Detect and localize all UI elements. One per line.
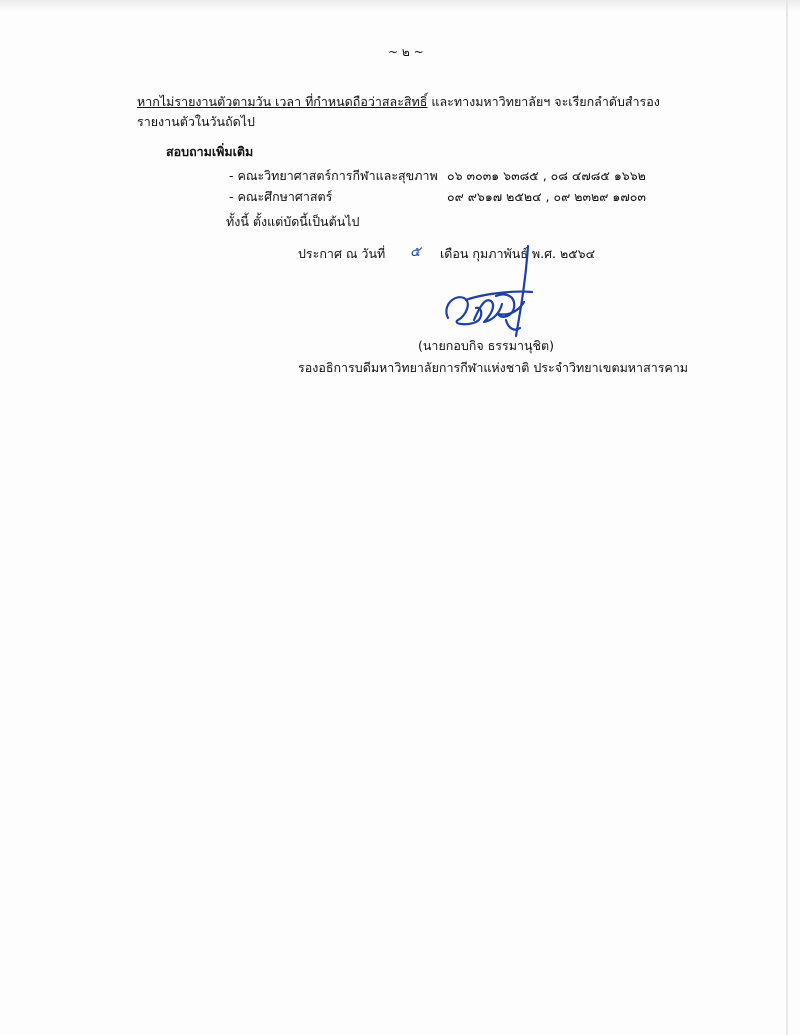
notice-line-1 [137, 94, 660, 110]
scan-shadow-top [0, 0, 800, 12]
signer-name: (นายกอบกิจ ธรรมานุชิต) [418, 338, 554, 353]
notice-underlined-text: หากไม่รายงานตัวตามวัน เวลา ที่กำหนดถือว่าสละสิทธิ์ [137, 94, 428, 109]
announcement-day-handwritten: ๕ [410, 244, 421, 260]
inquiry-heading: สอบถามเพิ่มเติม [166, 144, 254, 159]
effective-statement: ทั้งนี้ ตั้งแต่บัดนี้เป็นต้นไป [226, 214, 360, 229]
announcement-label: ประกาศ ณ วันที่ [298, 246, 386, 261]
handwritten-signature [436, 236, 546, 342]
contact-phone-education: ๐๙ ๙๖๑๗ ๒๕๒๔ , ๐๙ ๒๓๒๙ ๑๗๐๓ [447, 189, 646, 204]
page-number: ~ ๒ ~ [388, 45, 424, 59]
contact-phone-sports-science: ๐๖ ๓๐๓๑ ๖๓๘๕ , ๐๘ ๔๗๘๕ ๑๖๖๒ [447, 168, 646, 183]
notice-rest-text: และทางมหาวิทยาลัยฯ จะเรียกลำดับสำรอง [427, 94, 660, 109]
notice-line-2: รายงานตัวในวันถัดไป [137, 114, 255, 129]
signer-position: รองอธิการบดีมหาวิทยาลัยการกีฬาแห่งชาติ ประจำวิทยาเขตมหาสารคาม [298, 360, 689, 375]
contact-name-sports-science: - คณะวิทยาศาสตร์การกีฬาและสุขภาพ [229, 168, 438, 183]
scan-edge-right [786, 0, 788, 1035]
contact-name-education: - คณะศึกษาศาสตร์ [229, 189, 333, 204]
announcement-month-year: เดือน กุมภาพันธ์ พ.ศ. ๒๕๖๔ [440, 246, 596, 261]
